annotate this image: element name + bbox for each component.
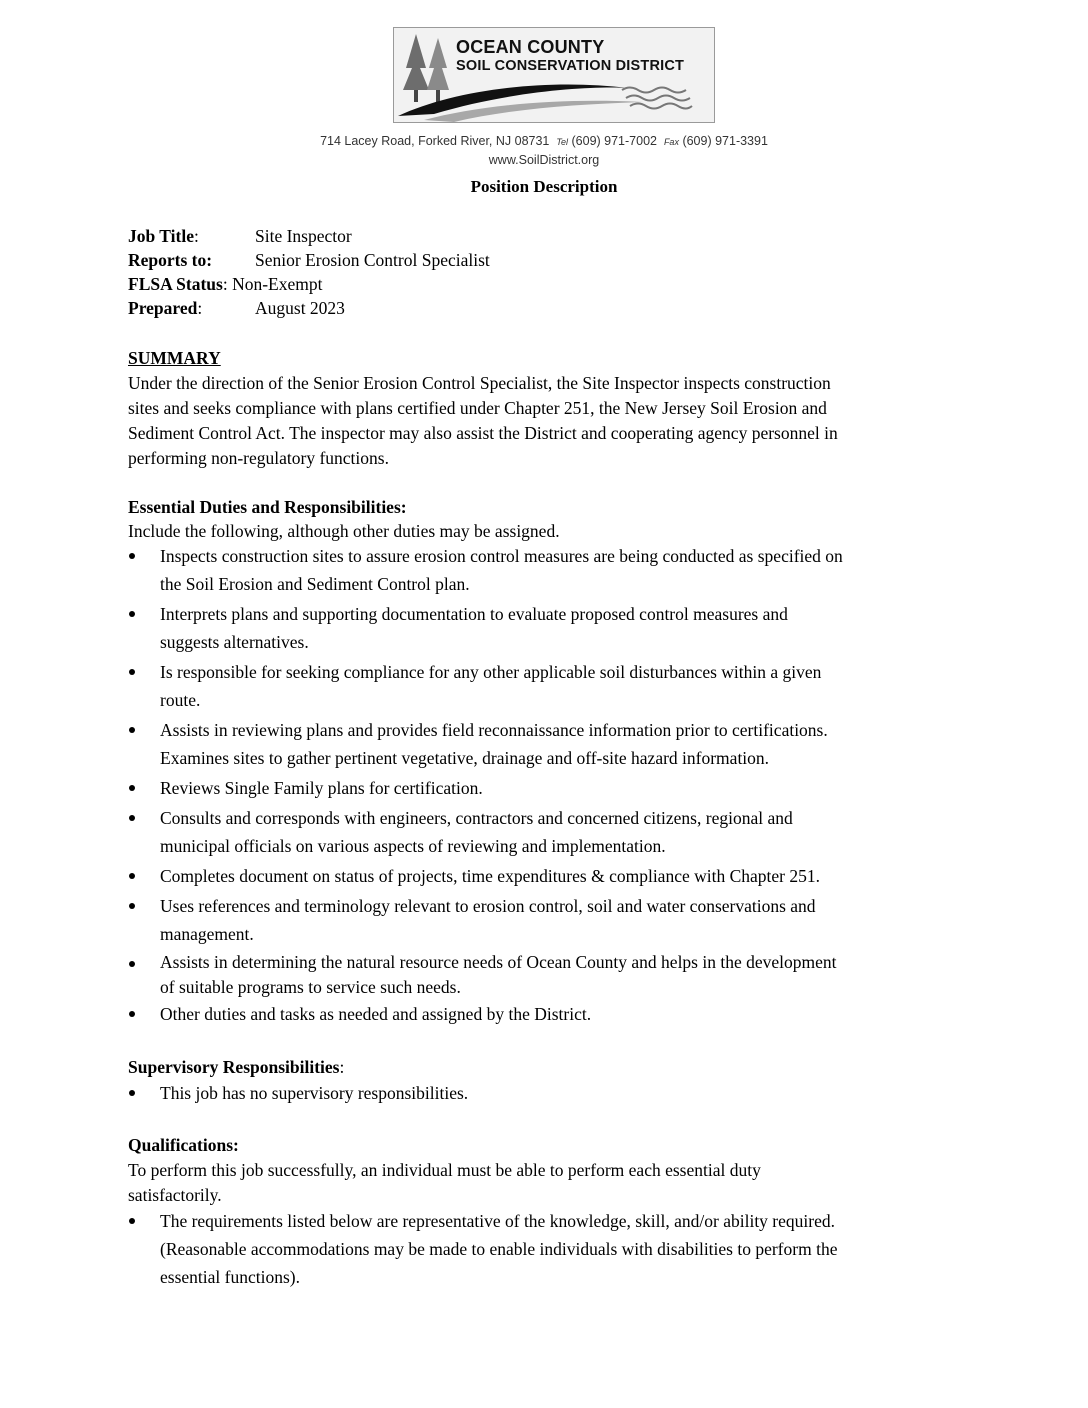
list-item-line: Is responsible for seeking compliance for any other applicable soil disturbances within a given bbox=[160, 662, 822, 682]
website: www.SoilDistrict.org bbox=[488, 153, 600, 167]
list-item-line: Assists in reviewing plans and provides field reconnaissance information prior to certifications. bbox=[160, 720, 828, 740]
list-item-line: The requirements listed below are representative of the knowledge, skill, and/or ability required. bbox=[160, 1211, 835, 1231]
list-item-line: (Reasonable accommodations may be made to enable individuals with disabilities to perform the bbox=[160, 1239, 838, 1259]
bullet-icon bbox=[129, 1218, 135, 1224]
qualifications-line: satisfactorily. bbox=[128, 1185, 222, 1205]
reports-to-value: Senior Erosion Control Specialist bbox=[255, 250, 490, 270]
logo-line-2: SOIL CONSERVATION DISTRICT bbox=[456, 58, 685, 74]
bullet-icon bbox=[129, 1011, 135, 1017]
duties-intro: Include the following, although other duties may be assigned. bbox=[128, 521, 560, 541]
qualifications-line: To perform this job successfully, an individual must be able to perform each essential duty bbox=[128, 1160, 761, 1180]
bullet-icon bbox=[129, 553, 135, 559]
list-item-line: management. bbox=[160, 924, 254, 944]
list-item-line: This job has no supervisory responsibilities. bbox=[160, 1083, 469, 1103]
summary-heading: SUMMARY bbox=[128, 348, 221, 368]
summary-line: performing non-regulatory functions. bbox=[128, 448, 389, 468]
list-item-line: Other duties and tasks as needed and assigned by the District. bbox=[160, 1004, 592, 1024]
job-title-colon: : bbox=[193, 226, 199, 246]
list-item-line: route. bbox=[160, 690, 201, 710]
district-logo bbox=[393, 27, 715, 123]
list-item-line: Assists in determining the natural resource needs of Ocean County and helps in the development bbox=[160, 952, 837, 972]
bullet-icon bbox=[129, 785, 135, 791]
job-title-row bbox=[128, 224, 352, 249]
list-item-line: the Soil Erosion and Sediment Control plan. bbox=[160, 574, 470, 594]
bullet-icon bbox=[129, 727, 135, 733]
summary-line: Sediment Control Act. The inspector may also assist the District and cooperating agency personnel in bbox=[128, 423, 838, 443]
flsa-value: Non-Exempt bbox=[232, 274, 323, 294]
reports-to-row bbox=[128, 248, 490, 273]
summary-line: Under the direction of the Senior Erosion Control Specialist, the Site Inspector inspects construction bbox=[128, 373, 831, 393]
qualifications-heading: Qualifications: bbox=[128, 1135, 239, 1155]
tel-number: (609) 971-7002 bbox=[571, 134, 657, 148]
bullet-icon bbox=[129, 815, 135, 821]
reports-to-label: Reports to: bbox=[128, 250, 213, 270]
duties-heading: Essential Duties and Responsibilities: bbox=[128, 497, 407, 517]
prepared-colon: : bbox=[197, 298, 203, 318]
summary-line: sites and seeks compliance with plans certified under Chapter 251, the New Jersey Soil Erosion and bbox=[128, 398, 827, 418]
bullet-icon bbox=[129, 961, 135, 967]
logo-line-1: OCEAN COUNTY bbox=[456, 37, 605, 57]
tel-label: Tel bbox=[556, 137, 569, 147]
bullet-icon bbox=[129, 903, 135, 909]
supervisory-heading-text: Supervisory Responsibilities bbox=[128, 1057, 340, 1077]
list-item-line: essential functions). bbox=[160, 1267, 300, 1287]
list-item-line: Completes document on status of projects, time expenditures & compliance with Chapter 251. bbox=[160, 866, 820, 886]
document-title: Position Description bbox=[470, 177, 618, 196]
list-item-line: of suitable programs to service such needs. bbox=[160, 977, 461, 997]
list-item-line: Interprets plans and supporting documentation to evaluate proposed control measures and bbox=[160, 604, 788, 624]
job-title-value: Site Inspector bbox=[255, 226, 352, 246]
supervisory-heading-colon: : bbox=[339, 1057, 345, 1077]
list-item-line: Examines sites to gather pertinent vegetative, drainage and off-site hazard information. bbox=[160, 748, 770, 768]
bullet-icon bbox=[129, 669, 135, 675]
list-item-line: suggests alternatives. bbox=[160, 632, 309, 652]
list-item-line: Reviews Single Family plans for certification. bbox=[160, 778, 483, 798]
flsa-label: FLSA Status bbox=[128, 274, 223, 294]
prepared-row bbox=[128, 296, 345, 321]
fax-number: (609) 971-3391 bbox=[682, 134, 768, 148]
list-item-line: Consults and corresponds with engineers, contractors and concerned citizens, regional and bbox=[160, 808, 793, 828]
supervisory-heading bbox=[128, 1055, 344, 1080]
prepared-value: August 2023 bbox=[255, 298, 345, 318]
flsa-colon: : bbox=[222, 274, 228, 294]
contact-line bbox=[0, 134, 1088, 148]
prepared-label: Prepared bbox=[128, 298, 198, 318]
list-item-line: municipal officials on various aspects of reviewing and implementation. bbox=[160, 836, 666, 856]
flsa-row bbox=[128, 272, 322, 297]
bullet-icon bbox=[129, 1090, 135, 1096]
fax-label: Fax bbox=[663, 137, 679, 147]
address: 714 Lacey Road, Forked River, NJ 08731 bbox=[320, 134, 550, 148]
list-item-line: Uses references and terminology relevant to erosion control, soil and water conservations and bbox=[160, 896, 816, 916]
bullet-icon bbox=[129, 611, 135, 617]
bullet-icon bbox=[129, 873, 135, 879]
job-title-label: Job Title bbox=[128, 226, 194, 246]
list-item-line: Inspects construction sites to assure erosion control measures are being conducted as specified on bbox=[160, 546, 843, 566]
